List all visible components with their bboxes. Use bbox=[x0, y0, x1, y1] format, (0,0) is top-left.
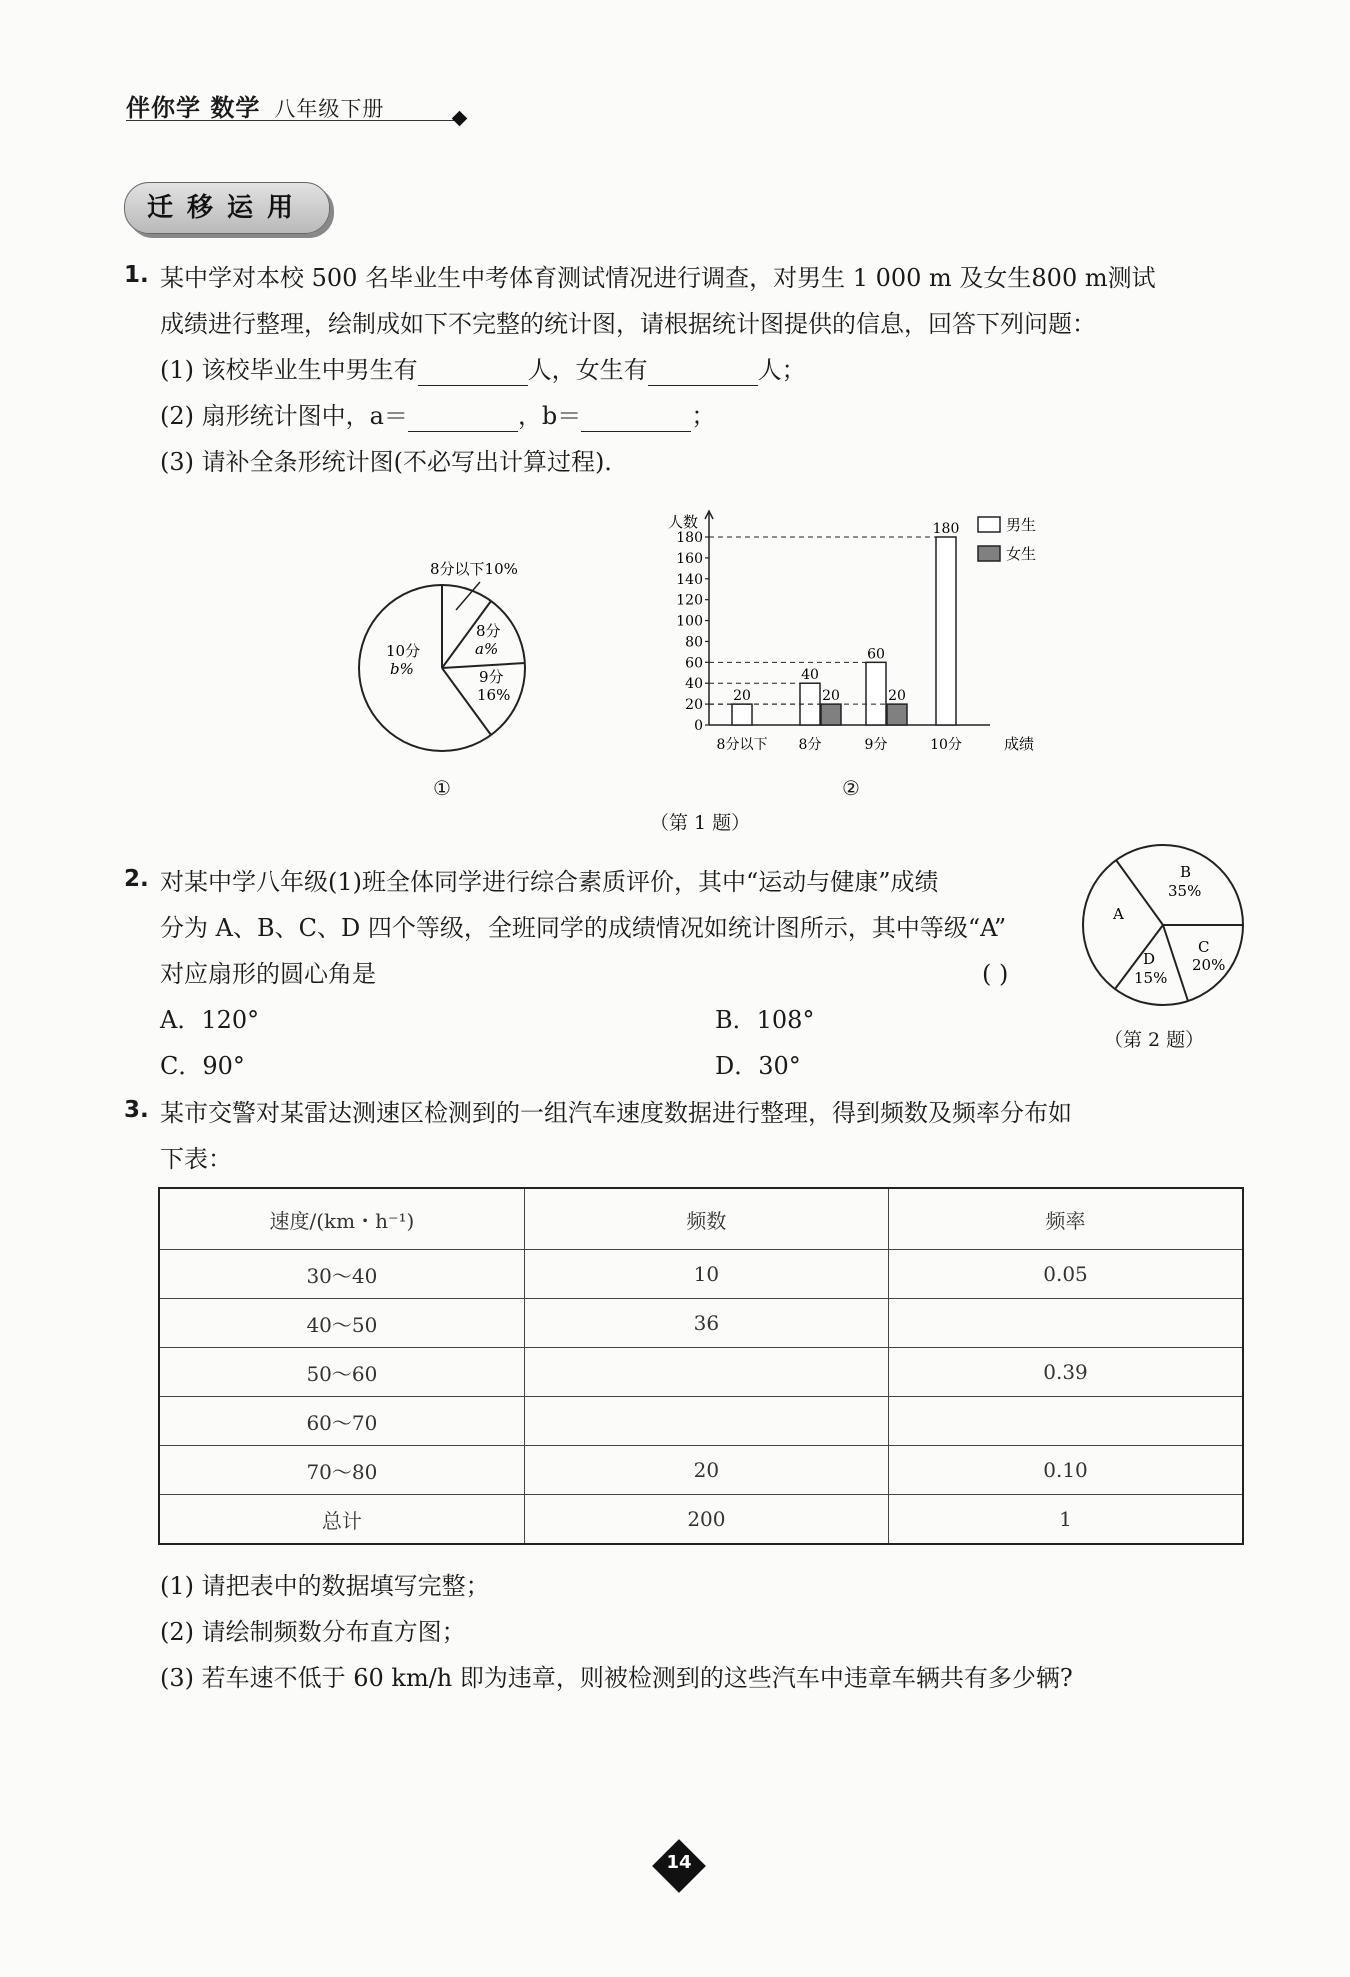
q1-line-1: 某中学对本校 500 名毕业生中考体育测试情况进行调查，对男生 1 000 m 及女生800 m测试 bbox=[160, 264, 1156, 292]
q1-sub-2-text-c: ； bbox=[691, 402, 716, 430]
q1-blank-a[interactable] bbox=[408, 405, 518, 432]
q3-line-1: 某市交警对某雷达测速区检测到的一组汽车速度数据进行整理，得到频数及频率分布如 bbox=[160, 1099, 1072, 1127]
q2-pie-value-b: 35% bbox=[1168, 882, 1202, 900]
table-cell: 总计 bbox=[159, 1495, 524, 1545]
table-header-cell: 频数 bbox=[524, 1188, 888, 1250]
bar-y-tick-label: 40 bbox=[685, 676, 703, 693]
q1-pie-value-9: 16% bbox=[477, 686, 511, 704]
bar-data-label: 180 bbox=[932, 521, 960, 537]
table-cell: 0.39 bbox=[889, 1348, 1243, 1397]
table-row bbox=[159, 1397, 1243, 1446]
q1-pie-chart bbox=[350, 550, 540, 760]
table-row bbox=[159, 1495, 1243, 1545]
table-cell: 20 bbox=[524, 1446, 888, 1495]
q2-pie-value-c: 20% bbox=[1192, 956, 1226, 974]
bar-y-tick-label: 0 bbox=[694, 718, 703, 734]
q2-pie-label-d: D bbox=[1143, 950, 1156, 968]
bar-boys bbox=[732, 704, 752, 725]
bar-y-tick-label: 20 bbox=[685, 697, 703, 714]
table-cell: 0.05 bbox=[889, 1250, 1243, 1299]
table-cell: 30～40 bbox=[159, 1250, 524, 1299]
legend-swatch-girls bbox=[978, 546, 1000, 561]
bar-y-tick-label: 160 bbox=[676, 550, 703, 567]
book-subtitle: 八年级下册 bbox=[274, 97, 385, 121]
q2-pie-chart bbox=[1078, 840, 1248, 1010]
q1-blank-boys[interactable] bbox=[418, 359, 528, 386]
q1-pie-value-8: a% bbox=[475, 640, 499, 658]
q1-pie-value-10: b% bbox=[390, 660, 414, 678]
frequency-table bbox=[158, 1187, 1244, 1545]
bar-y-tick-label: 180 bbox=[676, 530, 703, 546]
q1-number: 1. bbox=[124, 262, 149, 288]
q2-number: 2. bbox=[124, 866, 149, 892]
q2-line-3: 对应扇形的圆心角是 bbox=[160, 960, 376, 988]
q1-sub-1 bbox=[160, 354, 806, 386]
q1-sub-2 bbox=[160, 400, 715, 432]
bar-girls bbox=[887, 704, 907, 725]
q2-option-b[interactable]: B．108° bbox=[715, 1006, 815, 1034]
q1-pie-label-8: 8分 bbox=[476, 622, 501, 640]
bar-boys bbox=[866, 662, 886, 725]
q2-option-a[interactable]: A．120° bbox=[160, 1006, 260, 1034]
table-row bbox=[159, 1446, 1243, 1495]
q1-sub-3: (3) 请补全条形统计图(不必写出计算过程)． bbox=[160, 448, 629, 476]
q1-fig-caption: （第 1 题） bbox=[650, 812, 751, 834]
page-number: 14 bbox=[666, 1852, 692, 1873]
table-cell: 36 bbox=[524, 1299, 888, 1348]
q2-line-2: 分为 A、B、C、D 四个等级，全班同学的成绩情况如统计图所示，其中等级“A” bbox=[160, 914, 1007, 942]
q1-pie-label-below8: 8分以下10% bbox=[430, 560, 518, 578]
table-cell: 1 bbox=[889, 1495, 1243, 1545]
q3-number: 3. bbox=[124, 1097, 149, 1123]
table-cell: 40～50 bbox=[159, 1299, 524, 1348]
q2-option-d[interactable]: D．30° bbox=[715, 1052, 801, 1080]
q1-blank-b[interactable] bbox=[581, 405, 691, 432]
q1-sub-2-text-a: (2) 扇形统计图中，a＝ bbox=[160, 402, 408, 430]
bar-xlabel: 成绩 bbox=[1004, 735, 1035, 753]
bar-y-tick-label: 60 bbox=[685, 655, 703, 672]
table-cell: 0.10 bbox=[889, 1446, 1243, 1495]
q2-pie-label-a: A bbox=[1113, 905, 1124, 923]
q2-pie-label-b: B bbox=[1180, 863, 1192, 881]
header-diamond-icon bbox=[452, 111, 468, 127]
bar-y-tick-label: 80 bbox=[685, 634, 703, 651]
table-cell-blank[interactable] bbox=[524, 1348, 888, 1397]
q2-pie-divider-cd bbox=[1163, 925, 1188, 1001]
q1-bar-chart bbox=[660, 505, 1060, 765]
section-title: 迁移运用 bbox=[124, 182, 330, 234]
q3-line-2: 下表： bbox=[160, 1145, 232, 1173]
bar-y-tick-label: 120 bbox=[676, 592, 703, 609]
q2-option-c[interactable]: C．90° bbox=[160, 1052, 245, 1080]
q2-answer-paren[interactable]: ( ) bbox=[982, 960, 1009, 988]
q1-sub-2-text-b: ，b＝ bbox=[517, 402, 582, 430]
q2-pie-label-c: C bbox=[1198, 938, 1210, 956]
table-cell: 10 bbox=[524, 1250, 888, 1299]
bar-x-tick-label: 10分 bbox=[930, 737, 962, 753]
q3-sub-3: (3) 若车速不低于 60 km/h 即为违章，则被检测到的这些汽车中违章车辆共有多少辆? bbox=[160, 1664, 1073, 1692]
table-header-cell: 速度/(km・h⁻¹) bbox=[159, 1188, 524, 1250]
q1-pie-label-10: 10分 bbox=[386, 642, 421, 660]
q1-sub-1-text-c: 人； bbox=[757, 356, 806, 384]
table-cell-blank[interactable] bbox=[889, 1299, 1243, 1348]
bar-girls bbox=[821, 704, 841, 725]
q3-sub-2: (2) 请绘制频数分布直方图； bbox=[160, 1618, 466, 1646]
book-header bbox=[126, 88, 384, 123]
book-title: 伴你学 数学 bbox=[126, 94, 261, 122]
bar-x-tick-label: 8分 bbox=[798, 737, 822, 753]
q3-sub-1: (1) 请把表中的数据填写完整； bbox=[160, 1572, 490, 1600]
legend-label-boys: 男生 bbox=[1006, 516, 1037, 534]
q2-fig-caption: （第 2 题） bbox=[1104, 1029, 1205, 1051]
q1-sub-1-text-a: (1) 该校毕业生中男生有 bbox=[160, 356, 418, 384]
table-row bbox=[159, 1348, 1243, 1397]
legend-swatch-boys bbox=[978, 517, 1000, 532]
q1-pie-label-9: 9分 bbox=[479, 668, 504, 686]
table-cell: 200 bbox=[524, 1495, 888, 1545]
bar-y-tick-label: 100 bbox=[676, 613, 703, 630]
table-header-cell: 频率 bbox=[889, 1188, 1243, 1250]
table-cell: 60～70 bbox=[159, 1397, 524, 1446]
bar-data-label: 20 bbox=[822, 688, 840, 705]
bar-data-label: 20 bbox=[733, 688, 751, 705]
table-row bbox=[159, 1299, 1243, 1348]
q1-blank-girls[interactable] bbox=[648, 359, 758, 386]
q1-fig2-label: ② bbox=[842, 776, 860, 800]
q1-fig1-label: ① bbox=[433, 776, 451, 800]
bar-data-label: 60 bbox=[867, 646, 885, 663]
legend-label-girls: 女生 bbox=[1006, 545, 1037, 563]
q2-line-1: 对某中学八年级(1)班全体同学进行综合素质评价，其中“运动与健康”成绩 bbox=[160, 868, 939, 896]
q1-line-2: 成绩进行整理，绘制成如下不完整的统计图，请根据统计图提供的信息，回答下列问题： bbox=[160, 310, 1096, 338]
bar-x-tick-label: 9分 bbox=[864, 737, 888, 753]
bar-y-tick-label: 140 bbox=[676, 571, 703, 588]
bar-ylabel: 人数 bbox=[668, 513, 699, 531]
q2-pie-value-d: 15% bbox=[1134, 969, 1168, 987]
q1-sub-1-text-b: 人，女生有 bbox=[527, 356, 648, 384]
table-cell-blank[interactable] bbox=[889, 1397, 1243, 1446]
bar-data-label: 40 bbox=[801, 667, 819, 684]
bar-x-tick-label: 8分以下 bbox=[716, 737, 768, 753]
table-row bbox=[159, 1250, 1243, 1299]
table-header-row bbox=[159, 1188, 1243, 1250]
bar-boys bbox=[936, 537, 956, 725]
table-cell: 50～60 bbox=[159, 1348, 524, 1397]
header-rule bbox=[126, 120, 456, 121]
table-cell-blank[interactable] bbox=[524, 1397, 888, 1446]
table-cell: 70～80 bbox=[159, 1446, 524, 1495]
bar-data-label: 20 bbox=[888, 688, 906, 705]
